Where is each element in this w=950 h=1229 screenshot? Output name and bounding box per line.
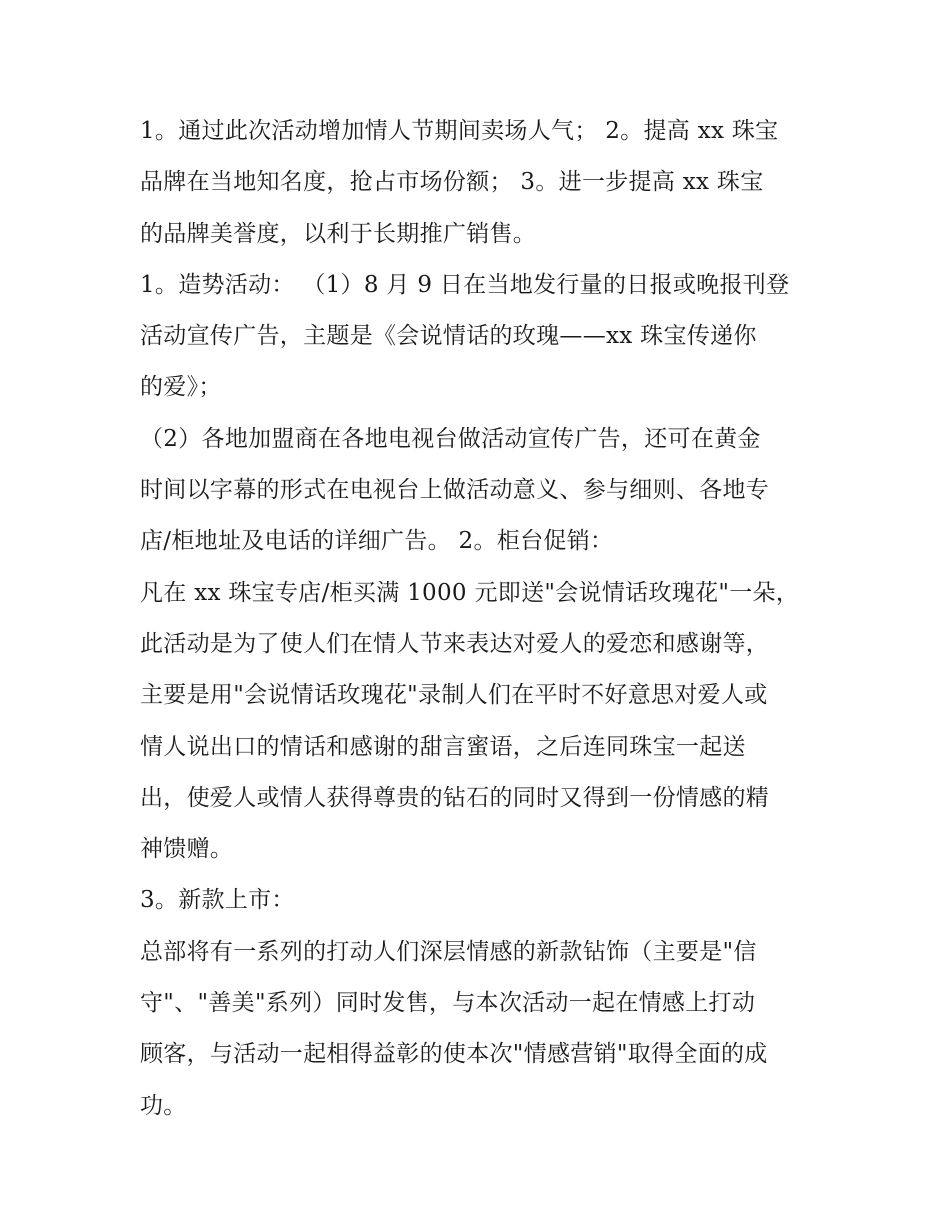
text-line: 情人说出口的情话和感谢的甜言蜜语，之后连同珠宝一起送 xyxy=(140,733,746,760)
text-line: 主要是用"会说情话玫瑰花"录制人们在平时不好意思对爱人或 xyxy=(140,682,768,709)
text-line: 总部将有一系列的打动人们深层情感的新款钻饰（主要是"信 xyxy=(140,938,757,965)
document-body xyxy=(140,106,820,1132)
text-line: 时间以字幕的形式在电视台上做活动意义、参与细则、各地专 xyxy=(140,477,770,504)
text-line: 功。 xyxy=(140,1092,187,1119)
text-line: 店/柜地址及电话的详细广告。 2。柜台促销： xyxy=(140,528,614,555)
text-line: 1。通过此次活动增加情人节期间卖场人气； 2。提高 xx 珠宝 xyxy=(140,118,779,144)
text-line: 3。新款上市： xyxy=(140,887,295,914)
text-line: 出，使爱人或情人获得尊贵的钻石的同时又得到一份情感的精 xyxy=(140,784,770,811)
text-line: 的品牌美誉度，以利于长期推广销售。 xyxy=(140,220,537,247)
text-line: （2）各地加盟商在各地电视台做活动宣传广告，还可在黄金 xyxy=(140,425,761,452)
text-line: 活动宣传广告，主题是《会说情话的玫瑰——xx 珠宝传递你 xyxy=(140,323,757,350)
text-line: 顾客，与活动一起相得益彰的使本次"情感营销"取得全面的成 xyxy=(140,1041,768,1068)
text-line: 品牌在当地知名度，抢占市场份额； 3。进一步提高 xx 珠宝 xyxy=(140,169,764,196)
text-line: 神馈赠。 xyxy=(140,836,234,863)
text-line: 1。造势活动： （1）8 月 9 日在当地发行量的日报或晚报刊登 xyxy=(140,271,790,298)
text-line: 此活动是为了使人们在情人节来表达对爱人的爱恋和感谢等， xyxy=(140,630,770,657)
text-line: 凡在 xx 珠宝专店/柜买满 1000 元即送"会说情话玫瑰花"一朵， xyxy=(140,579,800,606)
text-line: 的爱》； xyxy=(140,374,222,401)
text-line: 守"、"善美"系列）同时发售，与本次活动一起在情感上打动 xyxy=(140,990,756,1017)
